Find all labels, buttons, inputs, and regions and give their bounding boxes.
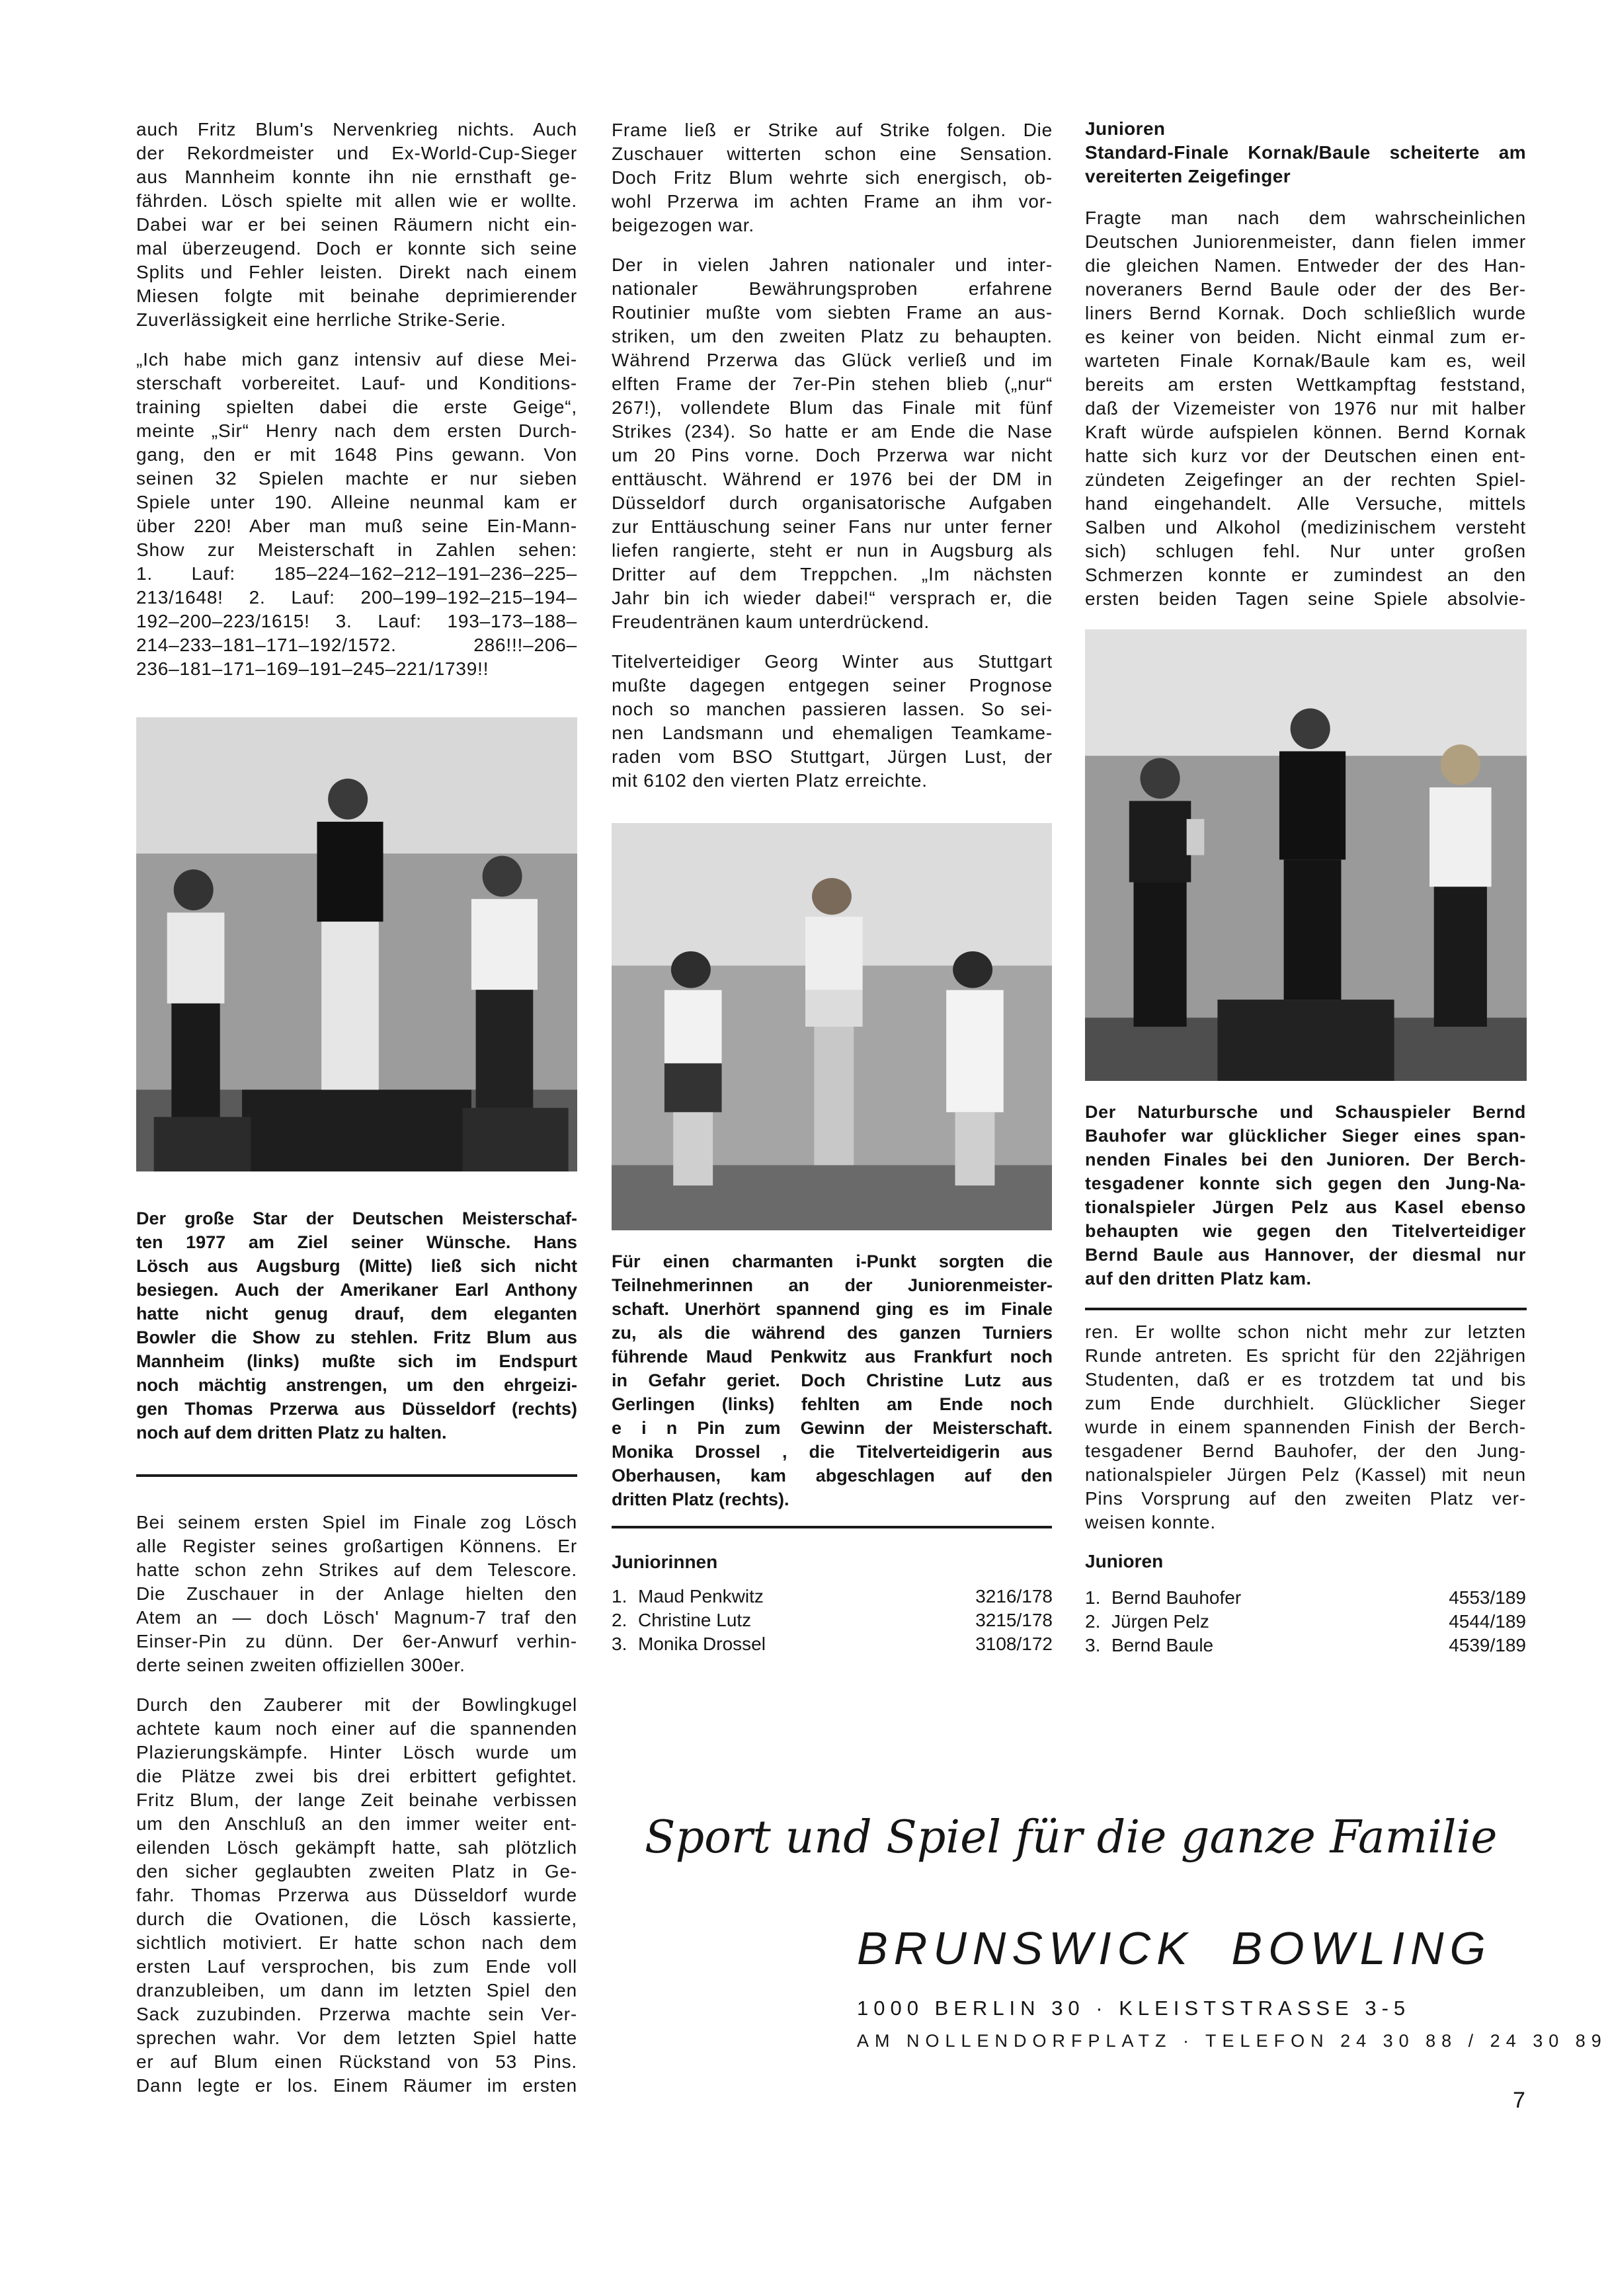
- text-line: „Ich habe mich ganz intensiv auf diese Mei-: [136, 349, 577, 370]
- text-line: in Gefahr geriet. Doch Christine Lutz aus: [612, 1370, 1053, 1390]
- paragraph: [1085, 1100, 1526, 1290]
- text-line: Standard-Finale Kornak/Baule scheiterte am: [1085, 142, 1526, 163]
- athlete-name: Bernd Bauhofer: [1111, 1587, 1242, 1608]
- text-line: Frame ließ er Strike auf Strike folgen. Die: [612, 120, 1053, 140]
- paragraph: [136, 348, 577, 681]
- athlete: [1085, 1586, 1241, 1610]
- text-line: liefen rangierte, steht er nun in Augsburg als: [612, 540, 1053, 561]
- text-line: Kraft würde aufspielen können. Bernd Kornak: [1085, 422, 1526, 442]
- athlete-name: Maud Penkwitz: [638, 1586, 764, 1606]
- text-line: 1. Lauf: 185–224–162–212–191–236–225–: [136, 563, 577, 584]
- text-line: Einser-Pin zu dünn. Der 6er-Anwurf verhin-: [136, 1631, 577, 1651]
- text-line: nen Landsmann und ehemaligen Teamkame-: [612, 723, 1053, 743]
- paragraph: [612, 650, 1053, 793]
- text-line: ten 1977 am Ziel seiner Wünsche. Hans: [136, 1232, 577, 1252]
- text-line: tesgadener Bernd Bauhofer, der den Jung-: [1085, 1441, 1526, 1461]
- photo-caption-right: [1085, 1100, 1526, 1290]
- text-line: Die Zuschauer in der Anlage hielten den: [136, 1583, 577, 1604]
- text-line: ersten beiden Tagen seine Spiele absolvie-: [1085, 588, 1526, 609]
- results-row: [1085, 1586, 1526, 1610]
- text-line: raden vom BSO Stuttgart, Jürgen Lust, der: [612, 746, 1053, 767]
- ad-slogan: Sport und Spiel für die ganze Familie: [645, 1811, 1498, 1864]
- text-line: sich) schlugen fehl. Nur unter großen: [1085, 541, 1526, 561]
- text-line: Bei seinem ersten Spiel im Finale zog Lösch: [136, 1512, 577, 1532]
- text-line: Für einen charmanten i-Punkt sorgten die: [612, 1251, 1053, 1271]
- text-line: Bauhofer war glücklicher Sieger eines span-: [1085, 1126, 1526, 1146]
- text-line: vereiterten Zeigefinger: [1085, 166, 1291, 186]
- text-line: der Rekordmeister und Ex-World-Cup-Sieger: [136, 143, 577, 163]
- paragraph: [612, 1249, 1053, 1511]
- text-line: sichtlich motiviert. Er hatte schon nach dem: [136, 1932, 577, 1953]
- text-line: Durch den Zauberer mit der Bowlingkugel: [136, 1694, 577, 1715]
- text-line: hatte nicht genug drauf, dem eleganten: [136, 1304, 577, 1324]
- text-line: besiegen. Auch der Amerikaner Earl Anthony: [136, 1280, 577, 1300]
- athlete: [612, 1585, 764, 1608]
- text-line: enttäuscht. Während er 1976 bei der DM in: [612, 469, 1053, 489]
- athlete: [612, 1608, 751, 1632]
- text-line: Show zur Meisterschaft in Zahlen sehen:: [136, 539, 577, 560]
- text-line: alle Register seines großartigen Könnens. Er: [136, 1536, 577, 1556]
- athlete-name: Monika Drossel: [638, 1634, 766, 1654]
- text-line: Freudentränen kaum unterdrückend.: [612, 612, 930, 632]
- paragraph: [136, 1693, 577, 2098]
- text-line: es keiner von beiden. Nicht einmal zum er-: [1085, 327, 1526, 347]
- text-line: Routinier mußte vom siebten Frame an aus-: [612, 302, 1053, 323]
- text-line: hatte schon zehn Strikes auf dem Telescore.: [136, 1560, 577, 1580]
- text-line: Jahr bin ich wieder dabei!“ versprach er, die: [612, 588, 1053, 608]
- text-line: Der große Star der Deutschen Meisterschaf-: [136, 1208, 577, 1228]
- text-line: derte seinen zweiten offiziellen 300er.: [136, 1655, 465, 1675]
- text-line: 214–233–181–171–192/1572. 286!!!–206–: [136, 635, 577, 655]
- paragraph: [1085, 206, 1526, 611]
- paragraph: [136, 1207, 577, 1445]
- text-line: Bernd Baule aus Hannover, der diesmal nur: [1085, 1245, 1526, 1265]
- score: 3216/178: [975, 1586, 1053, 1606]
- article-text-right-bottom: [1085, 1320, 1526, 1534]
- text-line: schaft. Unerhört spannend ging es im Finale: [612, 1299, 1053, 1319]
- text-line: Splits und Fehler leisten. Direkt nach einem: [136, 262, 577, 282]
- results-row: [612, 1632, 1053, 1656]
- score: 4553/189: [1449, 1587, 1526, 1608]
- results-heading-junioren: Junioren: [1085, 1551, 1164, 1571]
- text-line: 192–200–223/1615! 3. Lauf: 193–173–188–: [136, 611, 577, 631]
- text-line: hand eingehandelt. Alle Versuche, mittels: [1085, 493, 1526, 514]
- athlete: [612, 1632, 766, 1656]
- article-text-left-top: [136, 118, 577, 681]
- text-line: noch so manchen passieren lassen. So sei-: [612, 699, 1053, 719]
- text-line: tionalspieler Jürgen Pelz aus Kasel ebenso: [1085, 1197, 1526, 1217]
- text-line: Dabei war er bei seinen Räumern nicht ein-: [136, 214, 577, 235]
- text-line: seinen 32 Spielen machte er nur sieben: [136, 468, 577, 489]
- ad-address-line2: AM NOLLENDORFPLATZ · TELEFON 24 30 88 / 24 30 89: [857, 2031, 1607, 2051]
- results-row: [1085, 1610, 1526, 1634]
- text-line: liners Bernd Kornak. Doch schließlich wurde: [1085, 303, 1526, 323]
- paragraph: [612, 118, 1053, 237]
- text-line: um den Anschluß an den immer weiter ent-: [136, 1813, 577, 1834]
- text-line: Titelverteidiger Georg Winter aus Stuttgart: [612, 651, 1053, 672]
- paragraph: [612, 253, 1053, 634]
- article-text-middle-top: [612, 118, 1053, 793]
- text-line: Plazierungskämpfe. Hinter Lösch wurde um: [136, 1742, 577, 1762]
- text-line: Salben und Alkohol (medizinischem versteht: [1085, 517, 1526, 537]
- text-line: Spiele unter 190. Alleine neunmal kam er: [136, 492, 577, 512]
- text-line: Dritter auf dem Treppchen. „Im nächsten: [612, 564, 1053, 584]
- text-line: auch Fritz Blum's Nervenkrieg nichts. Auch: [136, 119, 577, 139]
- text-line: er auf Blum einen Rückstand von 53 Pins.: [136, 2051, 577, 2072]
- text-line: Der in vielen Jahren nationaler und inter-: [612, 255, 1053, 275]
- paragraph: [1085, 1320, 1526, 1534]
- text-line: Doch Fritz Blum wehrte sich energisch, ob-: [612, 167, 1053, 188]
- paragraph: [136, 118, 577, 332]
- text-line: eilenden Lösch gekämpft hatte, sah plötzlich: [136, 1837, 577, 1858]
- text-line: gang, den er mit 1648 Pins gewann. Von: [136, 444, 577, 465]
- athlete-name: Bernd Baule: [1111, 1635, 1214, 1655]
- text-line: führende Maud Penkwitz aus Frankfurt noch: [612, 1347, 1053, 1366]
- text-line: Deutschen Juniorenmeister, dann fielen immer: [1085, 231, 1526, 252]
- text-line: gen Thomas Przerwa aus Düsseldorf (rechts): [136, 1399, 577, 1419]
- text-line: Atem an — doch Lösch' Magnum-7 traf den: [136, 1607, 577, 1628]
- text-line: aus Mannheim konnte ihn nie ernsthaft ge-: [136, 167, 577, 187]
- text-line: Miesen folgte mit beinahe deprimierender: [136, 286, 577, 306]
- text-line: durch die Ovationen, die Lösch kassierte,: [136, 1909, 577, 1929]
- text-line: striken, um den zweiten Platz zu behaupten.: [612, 326, 1053, 346]
- text-line: training spielten dabei die erste Geige“,: [136, 397, 577, 417]
- text-line: Pins Vorsprung auf den zweiten Platz ver-: [1085, 1488, 1526, 1509]
- score: 4544/189: [1449, 1611, 1526, 1632]
- rank: 2.: [1085, 1611, 1101, 1632]
- athlete: [1085, 1610, 1209, 1634]
- text-line: achtete kaum noch einer auf die spannenden: [136, 1718, 577, 1739]
- rank: 1.: [612, 1586, 627, 1606]
- text-line: Während Przerwa das Glück verließ und im: [612, 350, 1053, 370]
- text-line: wurde in einem spannenden Finish der Berch-: [1085, 1417, 1526, 1437]
- text-line: nenden Finales bei den Junioren. Der Berch-: [1085, 1150, 1526, 1169]
- photo-juniorinnen-podium: [612, 823, 1052, 1230]
- text-line: Fragte man nach dem wahrscheinlichen: [1085, 208, 1526, 228]
- text-line: dritten Platz (rechts).: [612, 1489, 789, 1509]
- headline-junioren: [1085, 117, 1526, 188]
- text-line: hatte sich kurz vor der Deutschen einen ent-: [1085, 446, 1526, 466]
- photo-caption-middle: [612, 1249, 1053, 1511]
- text-line: noveraners Bernd Baule oder der des Ber-: [1085, 279, 1526, 299]
- text-line: Lösch aus Augsburg (Mitte) ließ sich nicht: [136, 1256, 577, 1276]
- text-line: Oberhausen, kam abgeschlagen auf den: [612, 1466, 1053, 1485]
- text-line: Bowler die Show zu stehlen. Fritz Blum aus: [136, 1327, 577, 1347]
- photo-caption-left: [136, 1207, 577, 1445]
- divider: [136, 1474, 577, 1477]
- ad-brand: BRUNSWICK BOWLING: [857, 1922, 1492, 1974]
- text-line: ersten Lauf versprochen, bis zum Ende voll: [136, 1956, 577, 1977]
- text-line: Strikes (234). So hatte er am Ende die Nase: [612, 421, 1053, 442]
- text-line: Zuverlässigkeit eine herrliche Strike-Serie.: [136, 309, 506, 330]
- text-line: noch auf dem dritten Platz zu halten.: [136, 1423, 447, 1443]
- athlete-name: Jürgen Pelz: [1111, 1611, 1209, 1632]
- text-line: mal überzeugend. Doch er konnte sich seine: [136, 238, 577, 258]
- text-line: die gleichen Namen. Entweder der des Han-: [1085, 255, 1526, 276]
- text-line: zündeten Zeigefinger an der rechten Spiel-: [1085, 469, 1526, 490]
- text-line: weisen konnte.: [1085, 1512, 1216, 1532]
- ad-address-line1: 1000 BERLIN 30 · KLEISTSTRASSE 3-5: [857, 1997, 1411, 2020]
- text-line: den sicher geglaubten zweiten Platz in Ge-: [136, 1861, 577, 1881]
- text-line: mit 6102 den vierten Platz erreichte.: [612, 770, 928, 791]
- text-line: Monika Drossel , die Titelverteidigerin aus: [612, 1442, 1053, 1462]
- score: 3108/172: [975, 1634, 1053, 1654]
- text-line: auf den dritten Platz kam.: [1085, 1269, 1312, 1288]
- text-line: Fritz Blum, der lange Zeit beinahe verbissen: [136, 1790, 577, 1810]
- rank: 3.: [612, 1634, 627, 1654]
- text-line: die Plätze zwei bis drei erbittert gefightet.: [136, 1766, 577, 1786]
- score: 3215/178: [975, 1610, 1053, 1630]
- text-line: Teilnehmerinnen an der Juniorenmeister-: [612, 1275, 1053, 1295]
- athlete-name: Christine Lutz: [638, 1610, 752, 1630]
- text-line: Sack zuzubinden. Przerwa machte sein Ver-: [136, 2004, 577, 2024]
- text-line: fahr. Thomas Przerwa aus Düsseldorf wurde: [136, 1885, 577, 1905]
- text-line: Dann legte er los. Einem Räumer im ersten: [136, 2075, 577, 2096]
- text-line: Gerlingen (links) fehlten am Ende noch: [612, 1394, 1053, 1414]
- text-line: über 220! Aber man muß seine Ein-Mann-: [136, 516, 577, 536]
- text-line: Schmerzen konnte er zumindest an den: [1085, 565, 1526, 585]
- text-line: zum Ende durchhielt. Glücklicher Sieger: [1085, 1393, 1526, 1413]
- text-line: beigezogen war.: [612, 215, 754, 235]
- results-row: [612, 1585, 1053, 1608]
- text-line: nationaler Bewährungsproben erfahrene: [612, 278, 1053, 299]
- photo-senior-podium: [136, 717, 577, 1171]
- text-line: wohl Przerwa im achten Frame an ihm vor-: [612, 191, 1053, 212]
- score: 4539/189: [1449, 1635, 1526, 1655]
- athlete: [1085, 1634, 1213, 1657]
- text-line: daß der Vizemeister von 1976 nur mit halber: [1085, 398, 1526, 418]
- text-line: meinte „Sir“ Henry nach dem ersten Durch-: [136, 420, 577, 441]
- text-line: nationalspieler Jürgen Pelz (Kassel) mit neun: [1085, 1464, 1526, 1485]
- text-line: Runde antreten. Es spricht für den 22jährigen: [1085, 1345, 1526, 1366]
- text-line: zur Enttäuschung seiner Fans nur unter ferner: [612, 516, 1053, 537]
- rank: 2.: [612, 1610, 627, 1630]
- page-number: 7: [1513, 2088, 1525, 2113]
- text-line: elften Frame der 7er-Pin stehen blieb („nur“: [612, 374, 1053, 394]
- text-line: sterschaft vorbereitet. Lauf- und Konditions-: [136, 373, 577, 393]
- text-line: zu, als die während des ganzen Turniers: [612, 1323, 1053, 1343]
- text-line: mußte dagegen entgegen seiner Prognose: [612, 675, 1053, 695]
- text-line: ren. Er wollte schon nicht mehr zur letzten: [1085, 1322, 1526, 1342]
- text-line: 236–181–171–169–191–245–221/1739!!: [136, 658, 489, 679]
- text-line: tesgadener konnte sich gegen den Jung-Na-: [1085, 1173, 1526, 1193]
- results-row: [1085, 1634, 1526, 1657]
- text-line: Junioren: [1085, 118, 1166, 139]
- photo-junioren-podium: [1085, 629, 1527, 1081]
- rank: 1.: [1085, 1587, 1101, 1608]
- text-line: 267!), vollendete Blum das Finale mit fünf: [612, 397, 1053, 418]
- text-line: Zuschauer witterten schon eine Sensation.: [612, 143, 1053, 164]
- results-row: [612, 1608, 1053, 1632]
- results-heading-juniorinnen: Juniorinnen: [612, 1552, 718, 1572]
- text-line: e i n Pin zum Gewinn der Meisterschaft.: [612, 1418, 1053, 1438]
- text-line: dranzubleiben, um dann im letzten Spiel den: [136, 1980, 577, 2000]
- text-line: behaupten wie gegen den Titelverteidiger: [1085, 1221, 1526, 1241]
- text-line: bereits am ersten Wettkampftag feststand,: [1085, 374, 1526, 395]
- text-line: 213/1648! 2. Lauf: 200–199–192–215–194–: [136, 587, 577, 608]
- paragraph: [1085, 117, 1526, 188]
- article-text-left-bottom: [136, 1511, 577, 2098]
- text-line: sprechen wahr. Vor dem letzten Spiel hatte: [136, 2028, 577, 2048]
- text-line: warteten Finale Kornak/Baule kam es, weil: [1085, 350, 1526, 371]
- article-text-right-top: [1085, 206, 1526, 611]
- divider: [1085, 1308, 1527, 1310]
- text-line: um 20 Pins vorne. Doch Przerwa war nicht: [612, 445, 1053, 465]
- text-line: Mannheim (links) mußte sich im Endspurt: [136, 1351, 577, 1371]
- text-line: Düsseldorf durch organisatorische Aufgaben: [612, 493, 1053, 513]
- text-line: noch mächtig anstrengen, um den ehrgeizi-: [136, 1375, 577, 1395]
- paragraph: [136, 1511, 577, 1677]
- text-line: fährden. Lösch spielte mit allen wie er wollte.: [136, 190, 577, 211]
- text-line: Studenten, daß er es trotzdem tat und bis: [1085, 1369, 1526, 1390]
- rank: 3.: [1085, 1635, 1101, 1655]
- divider: [612, 1526, 1052, 1528]
- text-line: Der Naturbursche und Schauspieler Bernd: [1085, 1102, 1526, 1122]
